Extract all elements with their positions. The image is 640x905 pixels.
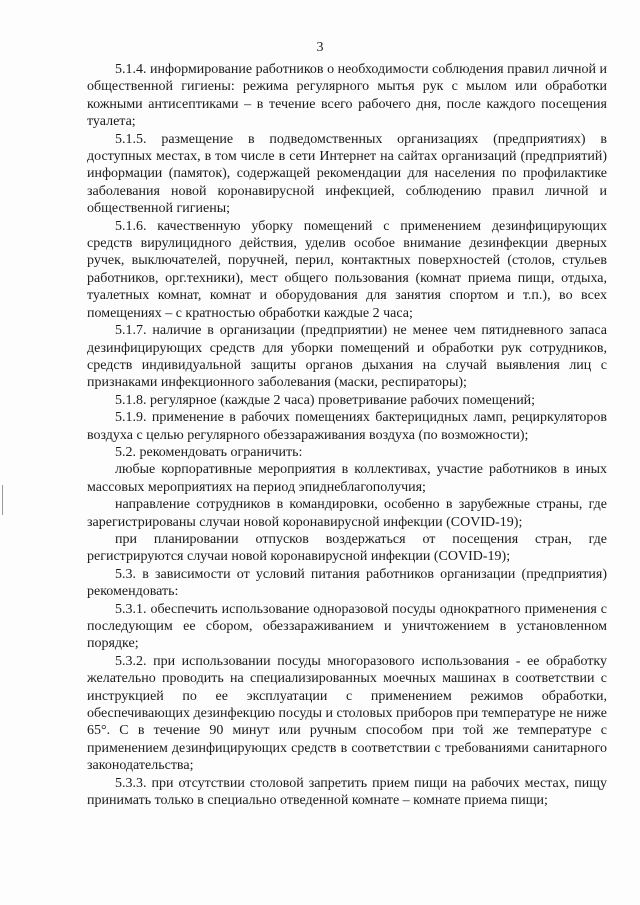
paragraph-5-2-item-1: любые корпоративные мероприятия в коллективах, участие работников в иных массовых мероприятиях на период эпиднеблагополучия; [87,462,607,495]
page-number: 3 [316,40,324,55]
paragraph-5-1-8: 5.1.8. регулярное (каждые 2 часа) проветривание рабочих помещений; [115,392,536,408]
scan-edge-mark [2,485,3,515]
paragraph-5-1-9: 5.1.9. применение в рабочих помещениях бактерицидных ламп, рециркуляторов воздуха с целью регулярного обеззараживания воздуха (по возможности); [87,410,607,443]
paragraph-5-2-item-2: направление сотрудников в командировки, особенно в зарубежные страны, где зарегистрированы случаи новой коронавирусной инфекции (COVID-19); [87,497,607,530]
paragraph-5-3-1: 5.3.1. обеспечить использование одноразовой посуды однократного применения с последующим ее сбором, обеззараживанием и уничтожением в установленном порядке; [87,601,607,652]
paragraph-5-2-item-3: при планировании отпусков воздержаться от посещения стран, где регистрируются случаи новой коронавирусной инфекции (COVID-19); [87,531,607,565]
paragraph-5-1-5: 5.1.5. размещение в подведомственных организациях (предприятиях) в доступных местах, в том числе в сети Интернет на сайтах организаций (предприятий) информации (памяток), содержащей рекомендации для населения по профилактике заболевания новой коронавирусной инфекцией, соблюдению правил личной и общественной гигиены; [87,131,607,217]
paragraph-5-1-7: 5.1.7. наличие в организации (предприятии) не менее чем пятидневного запаса дезинфицирующих средств для уборки помещений и обработки рук сотрудников, средств индивидуальной защиты органов дыхания на случай выявления лиц с признаками инфекционного заболевания (маски, респираторы); [87,323,607,391]
document-body [87,61,607,809]
paragraph-5-3: 5.3. в зависимости от условий питания работников организации (предприятия) рекомендовать: [87,566,607,600]
paragraph-5-1-4: 5.1.4. информирование работников о необходимости соблюдения правил личной и общественной гигиены: режима регулярного мытья рук с мылом или обработки кожными антисептиками – в течение всего рабочего дня, после каждого посещения туалета; [87,62,607,130]
paragraph-5-2: 5.2. рекомендовать ограничить: [115,444,303,460]
paragraph-5-3-2: 5.3.2. при использовании посуды многоразового использования - ее обработку желательно проводить на специализированных моечных машинах в соответствии с инструкцией по ее эксплуатации с применением режимов обработки, обеспечивающих дезинфекцию посуды и столовых приборов при температуре не ниже 65°. С в течение 90 минут или ручным способом при той же температуре с применением дезинфицирующих средств в соответствии с требованиями санитарного законодательства; [87,653,607,774]
paragraph-5-1-6: 5.1.6. качественную уборку помещений с применением дезинфицирующих средств вирулицидного действия, уделив особое внимание дезинфекции дверных ручек, выключателей, поручней, перил, контактных поверхностей (столов, стульев работников, орг.техники), мест общего пользования (комнат приема пищи, отдыха, туалетных комнат, комнат и оборудования для занятия спортом и т.п.), во всех помещениях – с кратностью обработки каждые 2 часа; [87,218,607,321]
paragraph-5-3-3: 5.3.3. при отсутствии столовой запретить прием пищи на рабочих местах, пищу принимать только в специально отведенной комнате – комнате приема пищи; [87,775,607,809]
